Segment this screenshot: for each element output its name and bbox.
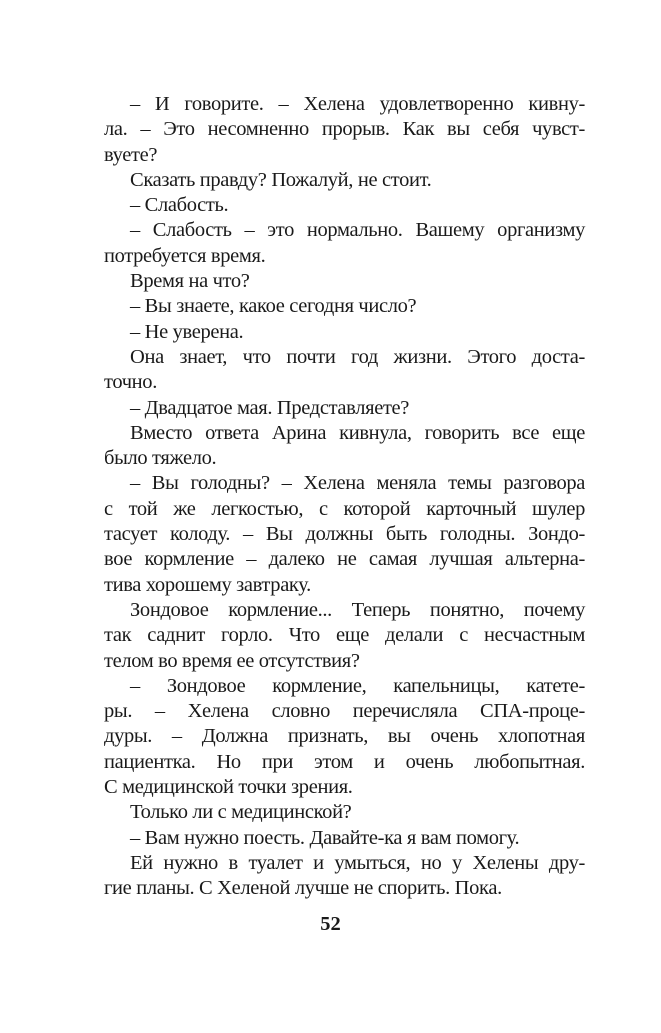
text-line: потребуется время.: [104, 244, 266, 267]
page-body-text: [104, 92, 585, 902]
text-line: телом во время ее отсутствия?: [104, 649, 360, 672]
text-line: – Двадцатое мая. Представляете?: [130, 396, 410, 419]
text-line: с той же легкостью, с которой карточный шулер: [104, 497, 585, 520]
text-line: – И говорите. – Хелена удовлетворенно кивну-: [130, 93, 585, 115]
text-line: так саднит горло. Что еще делали с несчастным: [104, 624, 585, 647]
text-line: – Зондовое кормление, капельницы, катете-: [130, 674, 585, 697]
page-number: 52: [320, 913, 341, 935]
text-line: С медицинской точки зрения.: [104, 776, 353, 799]
text-line: ры. – Хелена словно перечисляла СПА-проце-: [104, 700, 585, 723]
text-line: пациентка. Но при этом и очень любопытная.: [104, 750, 585, 773]
text-line: гие планы. С Хеленой лучше не спорить. Пока.: [104, 877, 502, 900]
text-line: Зондовое кормление... Теперь понятно, почему: [130, 598, 585, 621]
text-line: – Вы голодны? – Хелена меняла темы разговора: [130, 472, 585, 495]
text-line: – Вам нужно поесть. Давайте-ка я вам помогу.: [130, 826, 520, 849]
text-line: вуете?: [104, 143, 158, 166]
text-line: тива хорошему завтраку.: [104, 573, 311, 596]
text-line: Вместо ответа Арина кивнула, говорить все еще: [130, 421, 585, 444]
text-line: вое кормление – далеко не самая лучшая альтерна-: [104, 548, 585, 571]
text-line: Она знает, что почти год жизни. Этого доста-: [130, 345, 585, 368]
text-line: – Слабость – это нормально. Вашему организму: [130, 219, 585, 242]
text-line: – Вы знаете, какое сегодня число?: [130, 295, 417, 318]
text-line: – Слабость.: [130, 194, 229, 217]
text-line: Сказать правду? Пожалуй, не стоит.: [130, 168, 432, 191]
text-line: ла. – Это несомненно прорыв. Как вы себя чувст-: [104, 118, 585, 141]
text-line: точно.: [104, 371, 157, 394]
text-line: – Не уверена.: [130, 320, 244, 343]
text-line: Время на что?: [130, 270, 250, 293]
text-line: Ей нужно в туалет и умыться, но у Хелены дру-: [130, 851, 585, 874]
text-line: было тяжело.: [104, 447, 217, 470]
text-line: Только ли с медицинской?: [130, 801, 352, 824]
text-line: тасует колоду. – Вы должны быть голодны. Зондо-: [104, 523, 585, 546]
text-line: дуры. – Должна признать, вы очень хлопотная: [104, 725, 585, 748]
